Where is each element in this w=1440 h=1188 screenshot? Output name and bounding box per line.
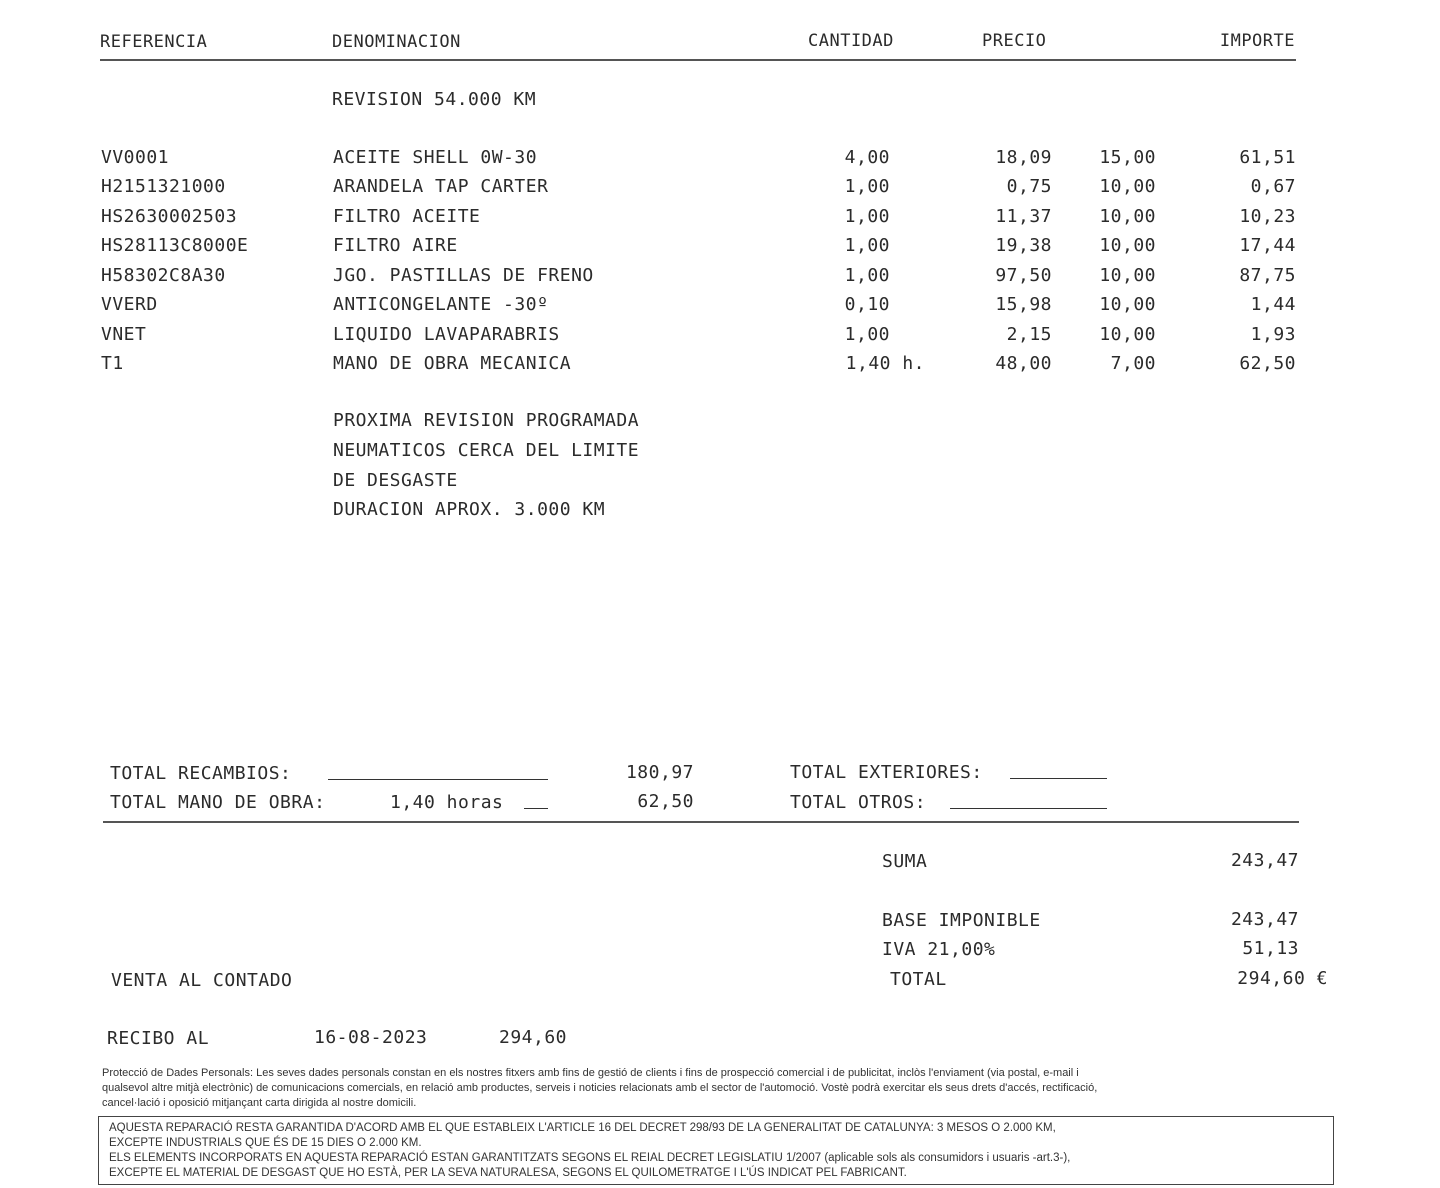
item-discount: 15,00 xyxy=(1099,147,1156,168)
note-line: NEUMATICOS CERCA DEL LIMITE xyxy=(333,440,640,461)
item-amount: 87,75 xyxy=(1239,265,1296,286)
item-quantity: 1,00 xyxy=(844,176,890,197)
total-mano-obra-hours: 1,40 horas xyxy=(390,792,504,813)
item-reference: VVERD xyxy=(101,294,158,315)
item-price: 19,38 xyxy=(995,235,1052,256)
item-price: 11,37 xyxy=(995,206,1052,227)
item-reference: HS28113C8000E xyxy=(101,235,249,256)
warranty-box xyxy=(98,1116,1334,1185)
item-description: FILTRO AIRE xyxy=(333,235,458,256)
totals-divider xyxy=(103,821,1299,823)
col-header-cantidad: CANTIDAD xyxy=(808,31,894,51)
item-price: 15,98 xyxy=(995,294,1052,315)
warranty-line: EXCEPTE INDUSTRIALS QUE ÉS DE 15 DIES O 2.000 KM. xyxy=(109,1137,422,1149)
item-description: ANTICONGELANTE -30º xyxy=(333,294,549,315)
col-header-denominacion: DENOMINACION xyxy=(332,32,461,52)
item-description: FILTRO ACEITE xyxy=(333,206,481,227)
warranty-line: EXCEPTE EL MATERIAL DE DESGAST QUE HO ESTÀ, PER LA SEVA NATURALESA, SEGONS EL QUILOMETRATGE I L'ÚS INDICAT PEL FABRICANT. xyxy=(109,1167,907,1179)
item-reference: HS2630002503 xyxy=(101,206,238,227)
item-amount: 0,67 xyxy=(1250,176,1296,197)
base-imponible-label: BASE IMPONIBLE xyxy=(882,910,1041,931)
item-price: 18,09 xyxy=(995,147,1052,168)
item-description: MANO DE OBRA MECANICA xyxy=(333,353,572,374)
item-amount: 62,50 xyxy=(1239,353,1296,374)
fill-line xyxy=(950,808,1107,809)
recibo-date: 16-08-2023 xyxy=(314,1027,428,1048)
item-amount: 1,93 xyxy=(1250,324,1296,345)
suma-value: 243,47 xyxy=(1230,850,1299,871)
fill-line xyxy=(328,779,548,780)
item-amount: 1,44 xyxy=(1250,294,1296,315)
total-otros-label: TOTAL OTROS: xyxy=(790,792,927,813)
col-header-referencia: REFERENCIA xyxy=(100,32,208,52)
base-imponible-value: 243,47 xyxy=(1230,909,1299,930)
suma-label: SUMA xyxy=(882,851,928,872)
item-reference: VNET xyxy=(101,324,147,345)
payment-method: VENTA AL CONTADO xyxy=(111,970,293,991)
total-value: 294,60 € xyxy=(1237,968,1328,989)
recibo-label: RECIBO AL xyxy=(107,1028,210,1049)
total-recambios-label: TOTAL RECAMBIOS: xyxy=(110,763,292,784)
item-price: 0,75 xyxy=(1006,176,1052,197)
item-description: LIQUIDO LAVAPARABRIS xyxy=(333,324,560,345)
col-header-importe: IMPORTE xyxy=(1219,31,1295,51)
privacy-notice-line: cancel·lació i oposició mitjançant carta dirigida al nostre domicili. xyxy=(102,1097,417,1109)
note-line: DURACION APROX. 3.000 KM xyxy=(333,499,606,520)
item-description: ACEITE SHELL 0W-30 xyxy=(333,147,538,168)
item-price: 97,50 xyxy=(995,265,1052,286)
item-reference: H2151321000 xyxy=(101,176,226,197)
item-quantity: 4,00 xyxy=(844,147,890,168)
item-discount: 10,00 xyxy=(1099,294,1156,315)
item-price: 48,00 xyxy=(995,353,1052,374)
item-description: ARANDELA TAP CARTER xyxy=(333,176,549,197)
item-reference: T1 xyxy=(101,353,124,374)
item-quantity: 1,00 xyxy=(844,206,890,227)
fill-line xyxy=(524,808,548,809)
item-amount: 17,44 xyxy=(1239,235,1296,256)
item-discount: 10,00 xyxy=(1099,206,1156,227)
item-quantity: 0,10 xyxy=(844,294,890,315)
item-discount: 10,00 xyxy=(1099,265,1156,286)
item-quantity: 1,00 xyxy=(844,265,890,286)
total-mano-obra-label: TOTAL MANO DE OBRA: xyxy=(110,792,326,813)
recibo-amount: 294,60 xyxy=(499,1027,568,1048)
item-amount: 10,23 xyxy=(1239,206,1296,227)
item-discount: 10,00 xyxy=(1099,235,1156,256)
header-divider xyxy=(100,59,1296,61)
item-reference: VV0001 xyxy=(101,147,170,168)
total-mano-obra-value: 62,50 xyxy=(637,791,694,812)
total-recambios-value: 180,97 xyxy=(625,762,694,783)
privacy-notice-line: qualsevol altre mitjà electrònic) de comunicacions comercials, en relació amb productes, serveis i noticies relacionats amb el sector de l'automoció. Vostè podrà exercitar els seus drets d'accés, rectificació, xyxy=(102,1082,1098,1094)
item-description: JGO. PASTILLAS DE FRENO xyxy=(333,265,594,286)
warranty-line: AQUESTA REPARACIÓ RESTA GARANTIDA D'ACORD AMB EL QUE ESTABLEIX L'ARTICLE 16 DEL DECRET 298/93 DE LA GENERALITAT DE CATALUNYA: 3 MESOS O 2.000 KM, xyxy=(109,1122,1056,1134)
item-quantity: 1,40 h. xyxy=(845,353,925,374)
iva-label: IVA 21,00% xyxy=(882,939,996,960)
total-label: TOTAL xyxy=(890,969,947,990)
item-discount: 10,00 xyxy=(1099,324,1156,345)
item-quantity: 1,00 xyxy=(844,235,890,256)
col-header-precio: PRECIO xyxy=(982,31,1047,51)
privacy-notice-line: Protecció de Dades Personals: Les seves dades personals constan en els nostres fitxers amb fins de gestió de clients i fins de prospecció comercial i de publicitat, inclòs l'enviament (via postal, e-mail i xyxy=(102,1067,1079,1079)
item-discount: 10,00 xyxy=(1099,176,1156,197)
total-exteriores-label: TOTAL EXTERIORES: xyxy=(790,762,983,783)
note-line: DE DESGASTE xyxy=(333,470,458,491)
warranty-line: ELS ELEMENTS INCORPORATS EN AQUESTA REPARACIÓ ESTAN GARANTITZATS SEGONS EL REIAL DECRET LEGISLATIU 1/2007 (aplicable sols als consumidors i usuaris -art.3-), xyxy=(109,1152,1071,1164)
item-reference: H58302C8A30 xyxy=(101,265,226,286)
item-price: 2,15 xyxy=(1006,324,1052,345)
note-line: PROXIMA REVISION PROGRAMADA xyxy=(333,410,640,431)
item-discount: 7,00 xyxy=(1110,353,1156,374)
work-order-title: REVISION 54.000 KM xyxy=(332,89,537,110)
fill-line xyxy=(1010,778,1107,779)
iva-value: 51,13 xyxy=(1242,938,1299,959)
item-quantity: 1,00 xyxy=(844,324,890,345)
item-amount: 61,51 xyxy=(1239,147,1296,168)
